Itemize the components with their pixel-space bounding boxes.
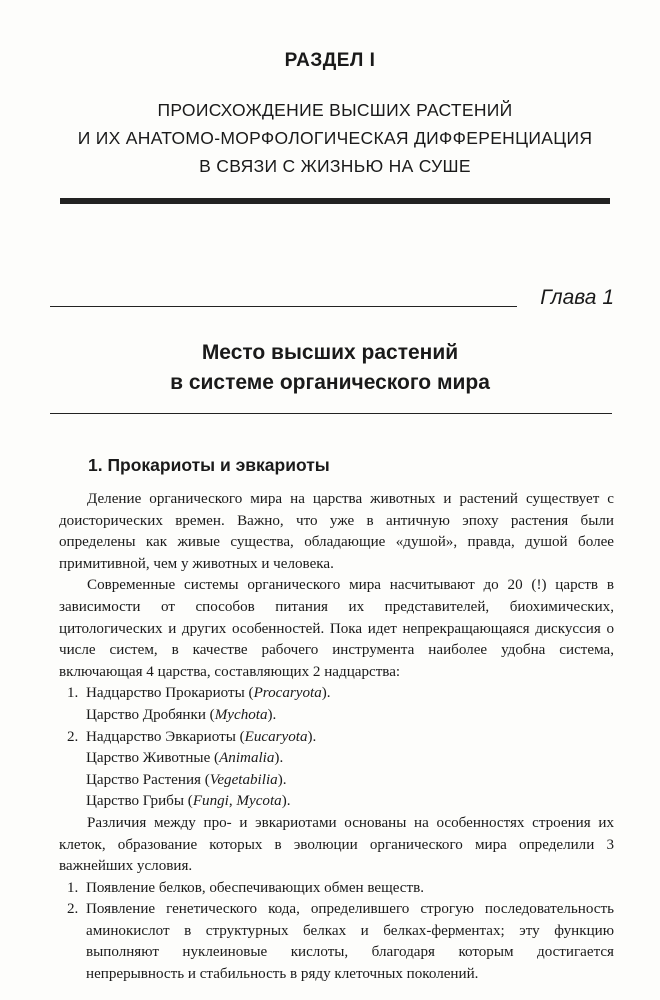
list-item <box>59 899 614 985</box>
list-number: 2. <box>67 901 79 918</box>
subsection-heading: 1. Прокариоты и эвкариоты <box>88 455 330 475</box>
latin-term: Procaryota <box>253 685 322 702</box>
list-number: 1. <box>67 879 79 896</box>
latin-term: Animalia <box>219 750 275 767</box>
list-item-end: ). <box>281 793 291 810</box>
list-item-text: Появление генетического кода, определившего строгую последовательность аминокислот в структурных белках и белках-ферментах; эту функцию выполняют нуклеиновые кислоты, благодаря которым достигается непрерывность и стабильность в ряду клеточных поколений. <box>86 901 614 983</box>
conditions-list <box>59 878 614 986</box>
chapter-title-line: в системе органического мира <box>170 371 490 394</box>
list-item <box>59 878 614 900</box>
list-number: 2. <box>67 728 79 745</box>
section-title-line: ПРОИСХОЖДЕНИЕ ВЫСШИХ РАСТЕНИЙ <box>157 100 513 120</box>
list-item <box>59 705 614 727</box>
section-title-line: В СВЯЗИ С ЖИЗНЬЮ НА СУШЕ <box>199 156 471 176</box>
section-title-line: И ИХ АНАТОМО-МОРФОЛОГИЧЕСКАЯ ДИФФЕРЕНЦИАЦИЯ <box>77 128 593 148</box>
latin-term: Vegetabilia <box>209 771 278 788</box>
list-item-sep: , <box>228 793 237 810</box>
latin-term: Eucaryota <box>244 728 308 745</box>
paragraph: Различия между про- и эвкариотами основаны на особенностях строения их клеток, образование которых в эволюции органического мира определили 3 важнейших условия. <box>59 814 614 875</box>
chapter-label: Глава 1 <box>540 286 614 309</box>
chapter-title <box>60 338 600 398</box>
chapter-title-line: Место высших растений <box>201 341 459 364</box>
latin-term: Mycota <box>236 793 282 810</box>
kingdoms-list <box>59 683 614 813</box>
list-item-text: Надцарство Прокариоты ( <box>86 685 254 702</box>
list-number: 1. <box>67 685 79 702</box>
list-item <box>59 770 614 792</box>
section-title <box>40 96 630 180</box>
list-item <box>59 791 614 813</box>
body-text <box>59 489 614 986</box>
section-divider <box>60 198 610 204</box>
list-item-text: Надцарство Эвкариоты ( <box>86 728 245 745</box>
list-item <box>59 727 614 749</box>
list-item-end: ). <box>267 706 277 723</box>
list-item-text: Царство Животные ( <box>86 750 220 767</box>
chapter-rule <box>50 306 517 307</box>
latin-term: Fungi <box>192 793 229 810</box>
list-item-end: ). <box>321 685 331 702</box>
list-item-end: ). <box>277 771 287 788</box>
paragraph: Деление органического мира на царства животных и растений существует с доисторических времен. Важно, что уже в античную эпоху растения были определены как живые существа, обладающие «душой», правда, душой более примитивной, чем у животных и человека. <box>59 491 614 572</box>
chapter-header <box>50 286 620 312</box>
list-item-text: Царство Растения ( <box>86 771 210 788</box>
list-item-end: ). <box>274 750 284 767</box>
chapter-title-divider <box>50 413 612 414</box>
list-item-text: Царство Дробянки ( <box>86 706 215 723</box>
list-item-text: Царство Грибы ( <box>86 793 193 810</box>
paragraph: Современные системы органического мира насчитывают до 20 (!) царств в зависимости от способов питания их представителей, биохимических, цитологических и других особенностей. Пока идет непрекращающаяся дискуссия о числе систем, в качестве рабочего инструмента наиболее удобна система, включающая 4 царства, составляющих 2 надцарства: <box>59 577 614 680</box>
list-item <box>59 748 614 770</box>
section-label: РАЗДЕЛ I <box>284 50 376 71</box>
latin-term: Mychota <box>214 706 268 723</box>
list-item-text: Появление белков, обеспечивающих обмен веществ. <box>86 879 424 896</box>
list-item-end: ). <box>307 728 317 745</box>
list-item <box>59 683 614 705</box>
